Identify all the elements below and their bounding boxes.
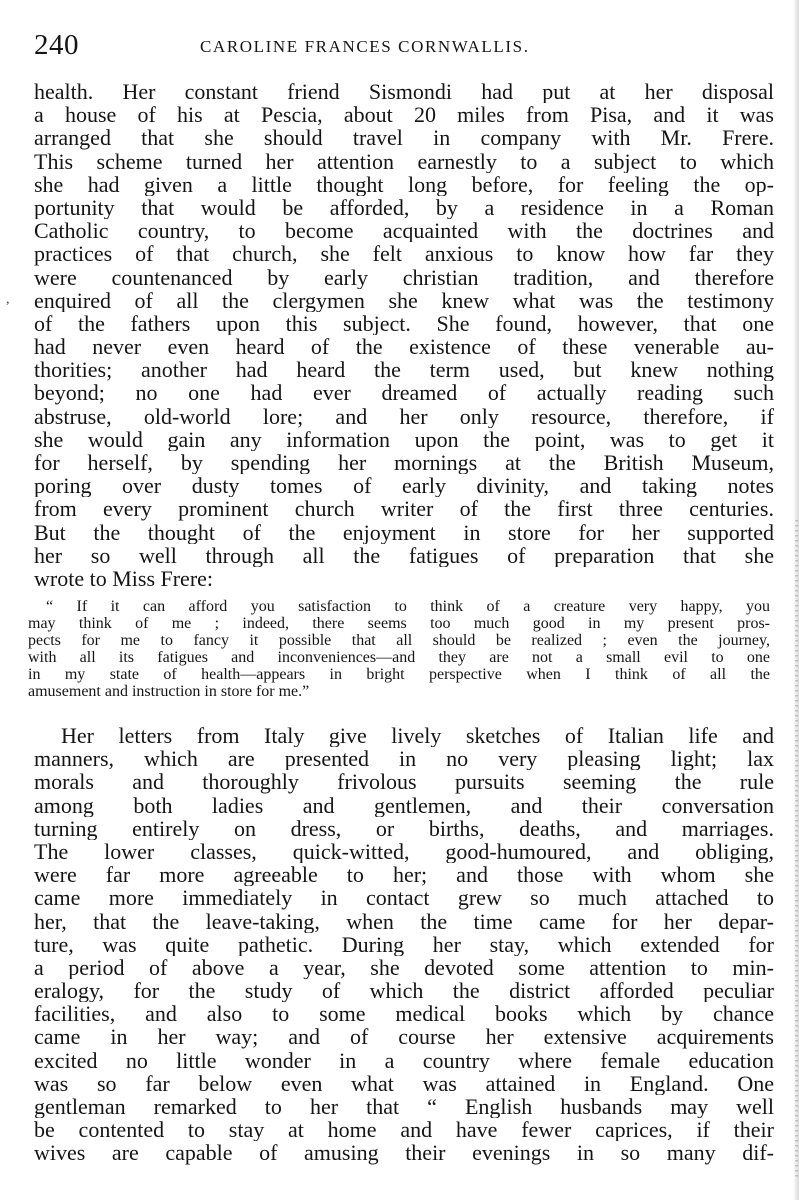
text-line: a period of above a year, she devoted some attention to min-: [34, 955, 774, 980]
running-head: CAROLINE FRANCES CORNWALLIS.: [200, 37, 530, 56]
text-line: enquired of all the clergymen she knew what was the testimony: [34, 288, 774, 312]
text-line: excited no little wonder in a country where female education: [34, 1048, 774, 1072]
text-line: were countenanced by early christian tradition, and therefore: [34, 265, 774, 289]
text-line: gentleman remarked to her that “ English husbands may well: [34, 1095, 774, 1119]
text-line: arranged that she should travel in company with Mr. Frere.: [34, 126, 774, 150]
text-line: Catholic country, to become acquainted with the doctrines and: [34, 219, 774, 243]
text-line: abstruse, old-world lore; and her only resource, therefore, if: [34, 404, 774, 428]
text-line: thorities; another had heard the term used, but knew nothing: [34, 358, 774, 382]
text-line: manners, which are presented in no very pleasing light; lax: [34, 747, 774, 771]
text-line: her so well through all the fatigues of preparation that she: [34, 543, 774, 567]
letter-quotation: [28, 598, 770, 701]
text-line: she would gain any information upon the point, was to get it: [34, 427, 774, 451]
text-line: her, that the leave-taking, when the time came for her depar-: [34, 909, 774, 933]
page-edge-texture: [795, 520, 798, 1180]
text-line: poring over dusty tomes of early divinity, and taking notes: [34, 474, 774, 498]
quote-line: pects for me to fancy it possible that all should be realized ; even the journey,: [28, 632, 770, 650]
text-line: from every prominent church writer of the first three centuries.: [34, 497, 774, 521]
margin-mark: ,: [6, 292, 10, 307]
text-line: for herself, by spending her mornings at the British Museum,: [34, 451, 774, 475]
text-line: a house of his at Pescia, about 20 miles from Pisa, and it was: [34, 103, 774, 127]
text-line: Her letters from Italy give lively sketches of Italian life and: [61, 724, 774, 748]
quote-line: amusement and instruction in store for me.”: [28, 683, 310, 701]
text-line: The lower classes, quick-witted, good-humoured, and obliging,: [34, 839, 774, 864]
paragraph-italy-letters: [34, 724, 774, 1165]
text-line: turning entirely on dress, or births, deaths, and marriages.: [34, 816, 774, 840]
quote-line: “ If it can afford you satisfaction to think of a creature very happy, you: [46, 598, 770, 615]
text-line: was so far below even what was attained in England. One: [34, 1071, 774, 1095]
text-line: came more immediately in contact grew so much attached to: [34, 886, 774, 910]
paragraph-continued: [34, 80, 774, 590]
text-line: had never even heard of the existence of these venerable au-: [34, 335, 774, 359]
text-line: This scheme turned her attention earnestly to a subject to which: [34, 149, 774, 173]
text-line: eralogy, for the study of which the district afforded peculiar: [34, 979, 774, 1003]
text-line: facilities, and also to some medical books which by chance: [34, 1002, 774, 1026]
quote-line: with all its fatigues and inconveniences—and they are not a small evil to one: [28, 649, 770, 667]
text-line: health. Her constant friend Sismondi had put at her disposal: [34, 80, 774, 104]
text-line: among both ladies and gentlemen, and their conversation: [34, 793, 774, 817]
quote-line: in my state of health—appears in bright perspective when I think of all the: [28, 666, 770, 684]
text-line: of the fathers upon this subject. She found, however, that one: [34, 311, 774, 336]
quote-line: may think of me ; indeed, there seems too much good in my present pros-: [28, 615, 770, 633]
text-line: morals and thoroughly frivolous pursuits seeming the rule: [34, 770, 774, 794]
text-line: beyond; no one had ever dreamed of actually reading such: [34, 381, 774, 405]
text-line: practices of that church, she felt anxious to know how far they: [34, 242, 774, 266]
text-line: wives are capable of amusing their evenings in so many dif-: [34, 1141, 774, 1165]
text-line: ture, was quite pathetic. During her stay, which extended for: [34, 932, 774, 956]
text-line: she had given a little thought long before, for feeling the op-: [34, 172, 774, 196]
text-line: be contented to stay at home and have fewer caprices, if their: [34, 1118, 774, 1142]
text-line: were far more agreeable to her; and those with whom she: [34, 863, 774, 887]
page-number: 240: [34, 29, 79, 61]
text-line: came in her way; and of course her extensive acquirements: [34, 1025, 774, 1049]
text-line: portunity that would be afforded, by a residence in a Roman: [34, 195, 774, 220]
text-line: wrote to Miss Frere:: [34, 566, 214, 591]
page-header: [34, 28, 774, 68]
text-line: But the thought of the enjoyment in store for her supported: [34, 520, 774, 544]
